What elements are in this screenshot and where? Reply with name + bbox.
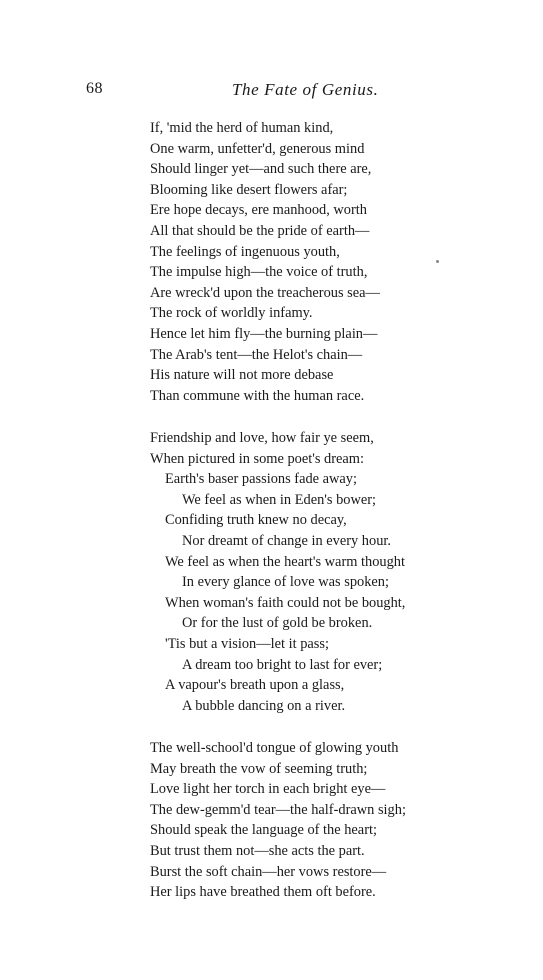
poem-line: Should speak the language of the heart; [150, 822, 377, 839]
poem-line: Are wreck'd upon the treacherous sea— [150, 284, 380, 301]
poem-line: Than commune with the human race. [150, 387, 365, 404]
poem-line: Hence let him fly—the burning plain— [150, 326, 378, 342]
poem-line: Blooming like desert flowers afar; [150, 181, 348, 198]
poem-line: Love light her torch in each bright eye— [150, 781, 386, 798]
poem-line: His nature will not more debase [150, 367, 334, 384]
poem-line: Or for the lust of gold be broken. [182, 615, 373, 632]
poem-line: The rock of worldly infamy. [150, 305, 313, 322]
poem-line: The feelings of ingenuous youth, [150, 243, 340, 260]
poem-line: A bubble dancing on a river. [182, 697, 346, 714]
poem-line: The well-school'd tongue of glowing youth [150, 740, 399, 756]
poem-line: Should linger yet—and such there are, [150, 161, 372, 178]
poem-line: The Arab's tent—the Helot's chain— [150, 346, 363, 363]
poem-line: In every glance of love was spoken; [182, 574, 389, 591]
poem-line: One warm, unfetter'd, generous mind [150, 140, 365, 157]
poem-line: Her lips have breathed them oft before. [150, 884, 376, 901]
poem-line: The impulse high—the voice of truth, [150, 264, 368, 281]
poem-line: But trust them not—she acts the part. [150, 843, 365, 859]
running-title: The Fate of Genius. [232, 80, 379, 99]
poem-line: May breath the vow of seeming truth; [150, 760, 368, 777]
ink-speck [436, 260, 439, 263]
poem-line: Friendship and love, how fair ye seem, [150, 430, 374, 446]
poem-line: When woman's faith could not be bought, [165, 594, 406, 611]
poem-line: Earth's baser passions fade away; [165, 471, 358, 488]
poem-line: Nor dreamt of change in every hour. [182, 533, 391, 549]
poem-line: Burst the soft chain—her vows restore— [150, 863, 387, 880]
poem-line: We feel as when in Eden's bower; [182, 491, 377, 508]
poem-line: All that should be the pride of earth— [150, 223, 370, 239]
poem-line: 'Tis but a vision—let it pass; [165, 636, 329, 652]
page-number: 68 [86, 80, 103, 97]
poem-line: Confiding truth knew no decay, [165, 512, 347, 529]
poem-line: Ere hope decays, ere manhood, worth [150, 202, 367, 219]
poem-line: When pictured in some poet's dream: [150, 450, 364, 467]
poem-line: We feel as when the heart's warm thought [165, 553, 405, 570]
poem-line: A vapour's breath upon a glass, [165, 677, 345, 694]
poem-line: If, 'mid the herd of human kind, [150, 120, 334, 136]
poem-line: A dream too bright to last for ever; [182, 656, 383, 673]
poem-line: The dew-gemm'd tear—the half-drawn sigh; [150, 801, 406, 818]
page-header [86, 80, 403, 102]
